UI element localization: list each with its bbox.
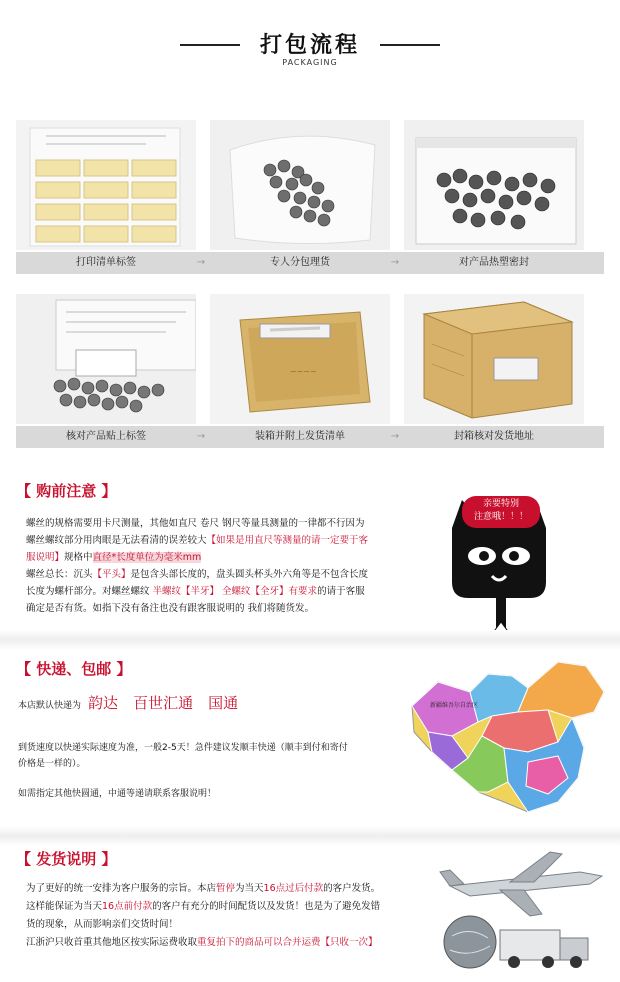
notice-line — [26, 532, 426, 549]
shipping-text-span: 为当天 — [235, 883, 264, 894]
notice-line — [26, 583, 426, 600]
shipping-text-span: 的客户发货。 — [323, 883, 381, 894]
shipping-line — [26, 898, 446, 916]
notice-highlight: 【如果是用直尺等测量的请一定要于客 — [206, 535, 369, 546]
express-default — [18, 692, 398, 717]
express-speed — [18, 740, 408, 772]
notice-line: 螺丝的规格需要用卡尺测量，其他如直尺 卷尺 钢尺等量具测量的一律都不行因为 — [26, 518, 365, 529]
badge-line-1: 亲要特别 — [482, 499, 519, 509]
notice-highlight: 半螺纹【半牙】 全螺纹【全牙】有要求 — [152, 586, 318, 597]
step-photo-label-check — [16, 294, 196, 424]
notice-title: 【 购前注意 】 — [16, 482, 117, 500]
shipping-line — [26, 934, 446, 952]
shipping-text-span: 这样能保证为当天 — [26, 901, 103, 912]
notice-text-span: 规格中 — [64, 552, 93, 563]
page-subtitle: PACKAGING — [282, 58, 338, 67]
badge-line-2: 注意哦！！！ — [473, 512, 528, 522]
shipping-highlight: 【只收一次】 — [320, 937, 378, 948]
notice-text-span: 是包含头部长度的，盘头圆头杯头外六角等是不包含长度 — [130, 569, 369, 580]
shipping-highlight: 16点过后付款 — [263, 883, 324, 894]
step-photo-print-labels — [16, 120, 196, 250]
notice-text-span: 螺丝总长：沉头 — [26, 569, 93, 580]
shipping-line — [26, 880, 446, 898]
step-photo-sealed-box — [404, 294, 584, 424]
shipping-text — [26, 880, 446, 952]
express-default-label: 本店默认快递为 — [18, 701, 82, 711]
courier-best: 百世汇通 — [133, 694, 194, 712]
section-divider — [0, 826, 620, 846]
notice-highlight: 【平头】 — [92, 569, 131, 580]
step-caption-5: 装箱并附上发货清单 — [210, 426, 390, 448]
step-caption-1: 打印清单标签 — [16, 252, 196, 274]
logistics-image — [430, 846, 614, 972]
page-title: 打包流程 — [259, 33, 360, 58]
notice-highlight: 服说明】 — [26, 552, 65, 563]
shipping-highlight: 暂停 — [216, 883, 236, 894]
shipping-text-span: 江浙沪只收首重其他地区按实际运费收取 — [26, 937, 198, 948]
section-divider — [0, 630, 620, 650]
shipping-title: 【 发货说明 】 — [16, 850, 117, 868]
attention-badge — [462, 496, 540, 528]
arrow-right-icon: → — [390, 431, 400, 442]
step-photo-boxing — [210, 294, 390, 424]
step-photo-sorting — [210, 120, 390, 250]
shipping-line: 货的现象，从而影响亲们交货时间！ — [26, 919, 179, 930]
notice-text — [26, 515, 426, 617]
step-caption-2: 专人分包理货 — [210, 252, 390, 274]
notice-line — [26, 566, 426, 583]
arrow-right-icon: → — [390, 257, 400, 268]
arrow-right-icon: → — [196, 431, 206, 442]
notice-line — [26, 549, 426, 566]
express-speed-line: 价格是一样的）。 — [18, 759, 86, 769]
step-caption-3: 对产品热塑密封 — [404, 252, 584, 274]
shipping-highlight: 16点前付款 — [102, 901, 153, 912]
notice-text-span: 的请于客服 — [317, 586, 365, 597]
map-region-label: 新疆维吾尔自治区 — [430, 702, 479, 709]
shipping-text-span: 为了更好的统一安排为客户服务的宗旨。本店 — [26, 883, 217, 894]
shipping-highlight: 重复拍下的商品可以合并运费 — [197, 937, 321, 948]
express-speed-line: 到货速度以快递实际速度为准，一般2-5天！急件建议发顺丰快递（顺丰到付和寄付 — [18, 743, 348, 753]
notice-line: 确定是否有货。如指下没有备注也没有跟客服说明的 我们将随货发。 — [26, 603, 315, 614]
notice-text-span: 长度为螺杆部分。对螺丝螺纹 — [26, 586, 153, 597]
step-caption-4: 核对产品贴上标签 — [16, 426, 196, 448]
china-map-image — [408, 652, 612, 822]
courier-guotong: 国通 — [208, 694, 239, 712]
express-title: 【 快递、包邮 】 — [16, 660, 132, 678]
shipping-text-span: 的客户有充分的时间配货以及发货！也是为了避免发错 — [152, 901, 381, 912]
notice-text-span: 螺丝螺纹部分用肉眼是无法看清的误差较大 — [26, 535, 207, 546]
express-other: 如需指定其他快圆通，中通等递请联系客服说明！ — [18, 789, 217, 799]
arrow-right-icon: → — [196, 257, 206, 268]
svg-text:~~~~: ~~~~ — [290, 367, 317, 376]
step-caption-6: 封箱核对发货地址 — [404, 426, 584, 448]
courier-yunda: 韵达 — [88, 694, 119, 712]
notice-highlight: 直径*长度单位为毫米mm — [92, 552, 202, 563]
step-photo-heat-seal — [404, 120, 584, 250]
